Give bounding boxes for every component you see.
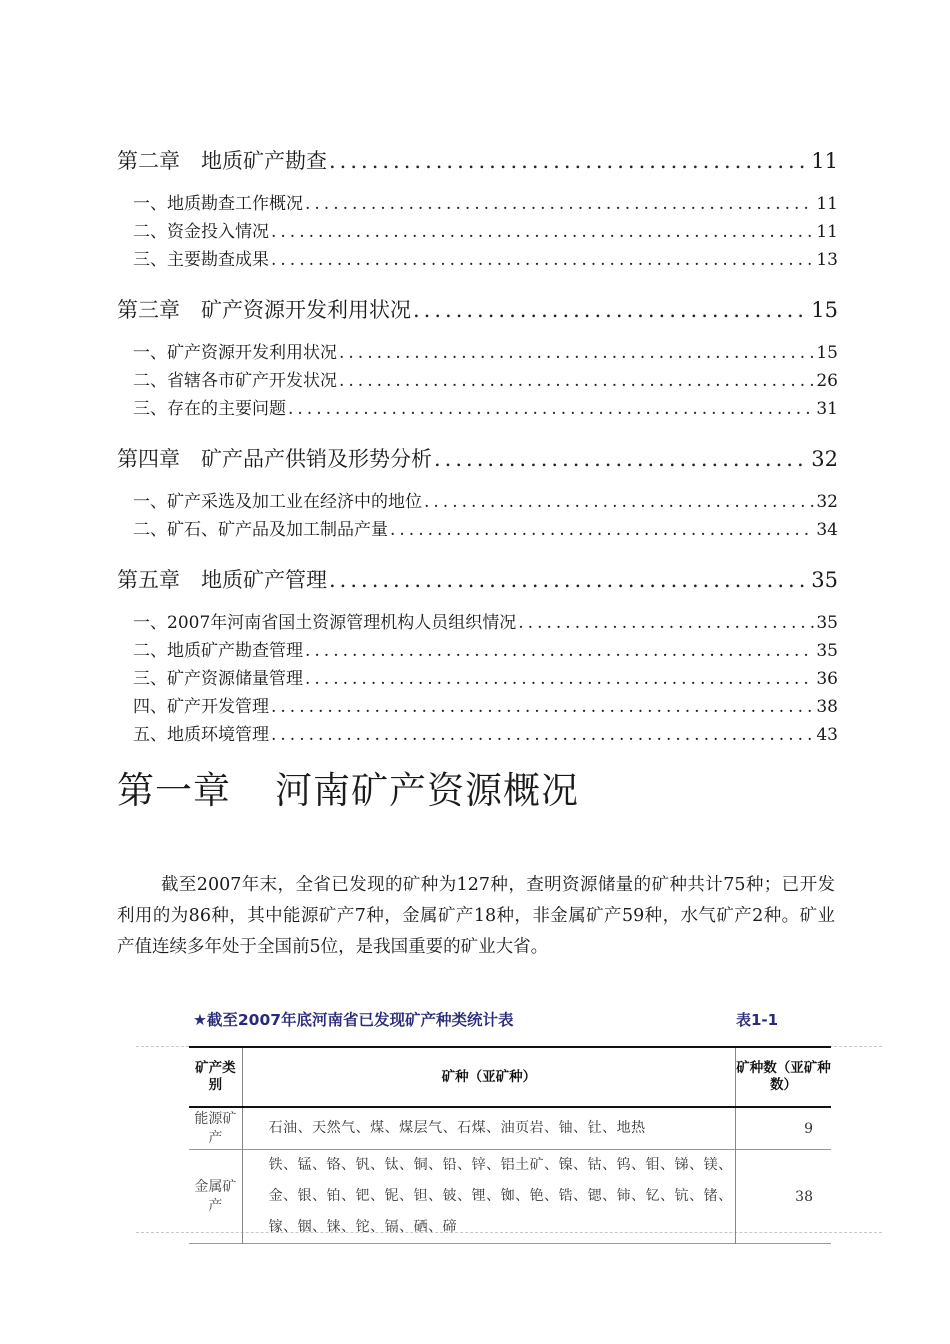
toc-leader-dots bbox=[271, 725, 814, 745]
toc-entry-section[interactable] bbox=[133, 394, 838, 420]
toc-leader-dots bbox=[339, 343, 814, 363]
toc-entry-section[interactable] bbox=[133, 245, 838, 271]
toc-entry-chapter-2[interactable] bbox=[117, 145, 838, 175]
toc-entry-title: 三、存在的主要问题 bbox=[133, 399, 286, 419]
toc-leader-dots bbox=[329, 149, 809, 173]
table-row bbox=[189, 1107, 831, 1150]
toc-entry-page: 31 bbox=[816, 399, 838, 419]
toc-entry-page: 26 bbox=[816, 371, 838, 391]
toc-leader-dots bbox=[434, 447, 809, 471]
cell-minerals: 铁、锰、铬、钒、钛、铜、铅、锌、铝土矿、镍、钴、钨、钼、锑、镁、金、银、铂、钯、铌、钽、铍、锂、铷、铯、锆、锶、铈、钇、钪、锗、镓、铟、铼、铊、镉、硒、碲 bbox=[242, 1150, 735, 1244]
toc-entry-page: 32 bbox=[816, 492, 838, 512]
cell-minerals: 石油、天然气、煤、煤层气、石煤、油页岩、铀、钍、地热 bbox=[242, 1107, 735, 1150]
toc-entry-section[interactable] bbox=[133, 608, 838, 634]
toc-entry-page: 11 bbox=[811, 149, 838, 173]
toc-entry-page: 35 bbox=[816, 641, 838, 661]
toc-entry-title: 第二章 地质矿产勘查 bbox=[117, 149, 327, 173]
toc-entry-chapter-4[interactable] bbox=[117, 443, 838, 473]
toc-entry-page: 11 bbox=[816, 222, 838, 242]
toc-entry-title: 三、主要勘查成果 bbox=[133, 250, 269, 270]
toc-entry-title: 第四章 矿产品产供销及形势分析 bbox=[117, 447, 432, 471]
toc-entry-title: 二、地质矿产勘查管理 bbox=[133, 641, 303, 661]
toc-entry-section[interactable] bbox=[133, 515, 838, 541]
table-caption: ★截至2007年底河南省已发现矿产种类统计表 bbox=[193, 1011, 514, 1029]
toc-leader-dots bbox=[424, 492, 814, 512]
header-category: 矿产类别 bbox=[189, 1047, 242, 1107]
toc-entry-title: 二、省辖各市矿产开发状况 bbox=[133, 371, 337, 391]
toc-entry-page: 15 bbox=[811, 298, 838, 322]
cell-count: 38 bbox=[795, 1188, 813, 1205]
chapter-number: 第一章 bbox=[117, 769, 231, 812]
toc-entry-title: 一、2007年河南省国土资源管理机构人员组织情况 bbox=[133, 613, 517, 633]
toc-entry-title: 一、矿产采选及加工业在经济中的地位 bbox=[133, 492, 422, 512]
cell-category: 能源矿产 bbox=[189, 1107, 242, 1150]
toc-leader-dots bbox=[518, 613, 814, 633]
toc-entry-section[interactable] bbox=[133, 487, 838, 513]
toc-entry-section[interactable] bbox=[133, 366, 838, 392]
toc-entry-page: 15 bbox=[816, 343, 838, 363]
toc-entry-section[interactable] bbox=[133, 189, 838, 215]
header-count: 矿种数（亚矿种数） bbox=[736, 1060, 831, 1093]
toc-leader-dots bbox=[271, 250, 814, 270]
toc-entry-page: 11 bbox=[816, 194, 838, 214]
toc-leader-dots bbox=[305, 641, 814, 661]
toc-entry-title: 四、矿产开发管理 bbox=[133, 697, 269, 717]
toc-entry-page: 34 bbox=[816, 520, 838, 540]
toc-entry-section[interactable] bbox=[133, 720, 838, 746]
toc-leader-dots bbox=[390, 520, 814, 540]
toc-entry-page: 35 bbox=[811, 568, 838, 592]
toc-entry-title: 二、矿石、矿产品及加工制品产量 bbox=[133, 520, 388, 540]
table-row bbox=[189, 1150, 831, 1244]
toc-entry-title: 第三章 矿产资源开发利用状况 bbox=[117, 298, 411, 322]
toc-leader-dots bbox=[271, 697, 814, 717]
cell-category: 金属矿产 bbox=[189, 1150, 242, 1244]
toc-entry-section[interactable] bbox=[133, 664, 838, 690]
toc-entry-section[interactable] bbox=[133, 217, 838, 243]
toc-entry-chapter-3[interactable] bbox=[117, 294, 838, 324]
toc-entry-page: 38 bbox=[816, 697, 838, 717]
mineral-type-table bbox=[189, 1046, 831, 1244]
toc-entry-title: 五、地质环境管理 bbox=[133, 725, 269, 745]
cell-count: 9 bbox=[804, 1120, 813, 1137]
table-number: 表1-1 bbox=[736, 1011, 779, 1029]
toc-entry-page: 43 bbox=[816, 725, 838, 745]
body-paragraph: 截至2007年末，全省已发现的矿种为127种，查明资源储量的矿种共计75种；已开发利用的为86种，其中能源矿产7种，金属矿产18种，非金属矿产59种，水气矿产2种。矿业产值连续多年处于全国前5位，是我国重要的矿业大省。 bbox=[117, 874, 835, 957]
toc-leader-dots bbox=[271, 222, 814, 242]
toc-entry-page: 36 bbox=[816, 669, 838, 689]
toc-entry-chapter-5[interactable] bbox=[117, 564, 838, 594]
toc-leader-dots bbox=[288, 399, 814, 419]
toc-entry-section[interactable] bbox=[133, 692, 838, 718]
toc-entry-title: 一、矿产资源开发利用状况 bbox=[133, 343, 337, 363]
toc-entry-title: 一、地质勘查工作概况 bbox=[133, 194, 303, 214]
chapter-heading bbox=[117, 760, 579, 814]
toc-leader-dots bbox=[305, 194, 814, 214]
table-header-row bbox=[189, 1047, 831, 1107]
header-minerals: 矿种（亚矿种） bbox=[242, 1047, 735, 1107]
toc-entry-title: 二、资金投入情况 bbox=[133, 222, 269, 242]
toc-leader-dots bbox=[305, 669, 814, 689]
toc-entry-page: 32 bbox=[811, 447, 838, 471]
toc-entry-title: 三、矿产资源储量管理 bbox=[133, 669, 303, 689]
toc-entry-page: 35 bbox=[816, 613, 838, 633]
toc-entry-section[interactable] bbox=[133, 338, 838, 364]
toc-leader-dots bbox=[329, 568, 809, 592]
toc-leader-dots bbox=[339, 371, 814, 391]
toc-entry-page: 13 bbox=[816, 250, 838, 270]
chapter-title: 河南矿产资源概况 bbox=[275, 769, 579, 812]
toc-leader-dots bbox=[413, 298, 809, 322]
toc-entry-section[interactable] bbox=[133, 636, 838, 662]
toc-entry-title: 第五章 地质矿产管理 bbox=[117, 568, 327, 592]
